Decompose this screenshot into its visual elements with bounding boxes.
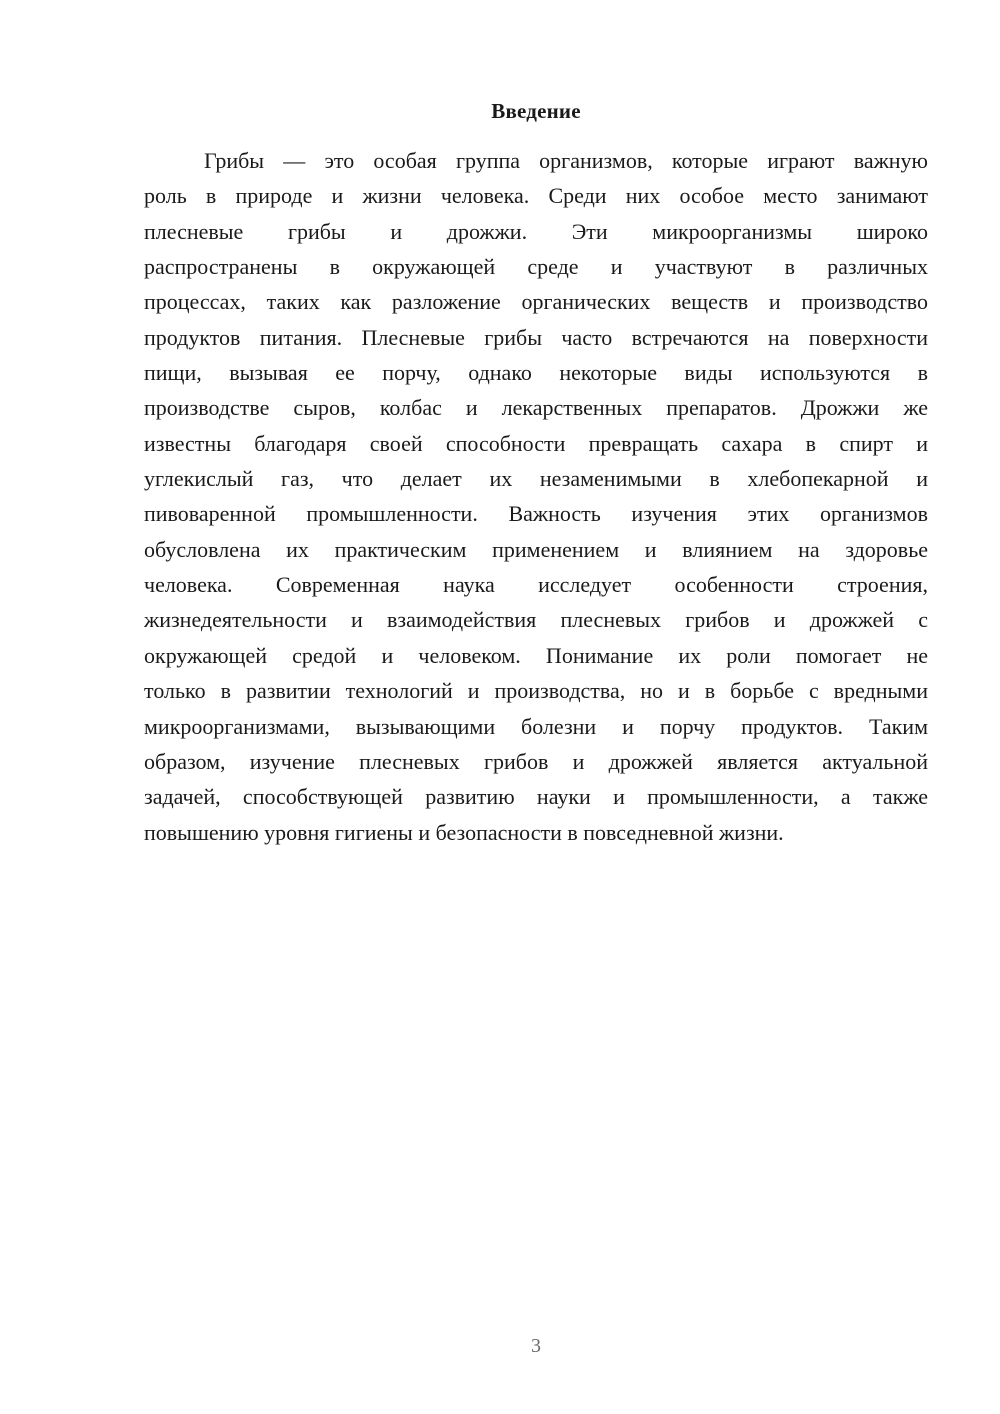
paragraph-line: продуктов питания. Плесневые грибы часто встречаются на поверхности: [144, 324, 928, 350]
paragraph-line: обусловлена их практическим применением и влиянием на здоровье: [144, 536, 928, 562]
paragraph-line: микроорганизмами, вызывающими болезни и порчу продуктов. Таким: [144, 713, 928, 739]
paragraph-line: роль в природе и жизни человека. Среди них особое место занимают: [144, 183, 928, 209]
paragraph-line: жизнедеятельности и взаимодействия плесневых грибов и дрожжей с: [144, 607, 928, 633]
page-number: 3: [531, 1335, 541, 1357]
body-paragraph: [144, 143, 928, 850]
paragraph-line: окружающей средой и человеком. Понимание их роли помогает не: [144, 642, 928, 668]
paragraph-line: распространены в окружающей среде и участвуют в различных: [144, 254, 928, 280]
paragraph-line: образом, изучение плесневых грибов и дрожжей является актуальной: [144, 748, 928, 774]
paragraph-line: Грибы — это особая группа организмов, которые играют важную: [204, 148, 928, 173]
paragraph-line: пищи, вызывая ее порчу, однако некоторые виды используются в: [144, 360, 928, 386]
paragraph-line: человека. Современная наука исследует особенности строения,: [144, 572, 928, 598]
paragraph-line: повышению уровня гигиены и безопасности в повседневной жизни.: [144, 819, 784, 845]
paragraph-line: задачей, способствующей развитию науки и промышленности, а также: [144, 784, 928, 810]
paragraph-line: известны благодаря своей способности превращать сахара в спирт и: [144, 430, 928, 456]
paragraph-line: производстве сыров, колбас и лекарственных препаратов. Дрожжи же: [144, 395, 928, 421]
paragraph-line: плесневые грибы и дрожжи. Эти микроорганизмы широко: [144, 218, 928, 244]
paragraph-line: пивоваренной промышленности. Важность изучения этих организмов: [144, 501, 928, 527]
paragraph-line: углекислый газ, что делает их незаменимыми в хлебопекарной и: [144, 466, 928, 492]
section-title: Введение: [491, 99, 581, 123]
paragraph-line: процессах, таких как разложение органических веществ и производство: [144, 289, 928, 315]
paragraph-line: только в развитии технологий и производства, но и в борьбе с вредными: [144, 678, 928, 704]
